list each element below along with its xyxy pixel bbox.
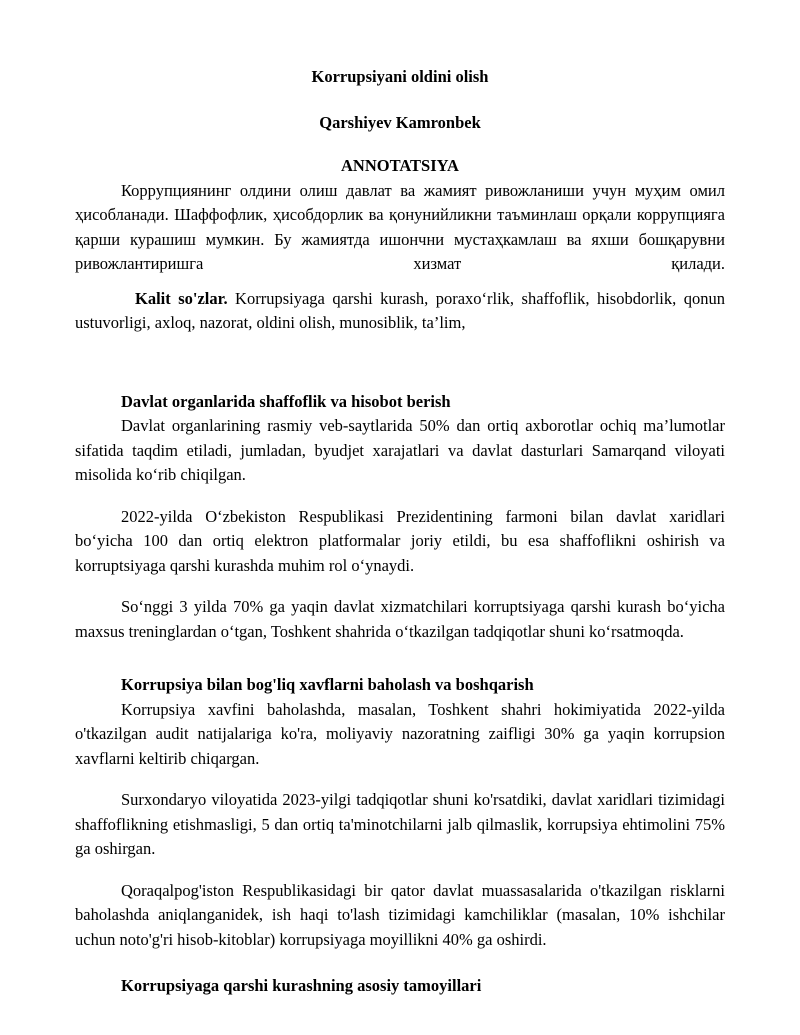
document-title: Korrupsiyani oldini olish (311, 67, 489, 86)
section-paragraph: 2022-yilda O‘zbekiston Respublikasi Prezidentining farmoni bilan davlat xaridlari bo‘yicha 100 dan ortiq elektron platformalar joriy etildi, bu esa shaffoflikni oshirish va korruptsiyaga qarshi kurashda muhim rol o‘ynaydi. (75, 506, 725, 575)
section-heading: Davlat organlarida shaffoflik va hisobot berish (121, 391, 451, 411)
section-paragraph: Korrupsiya xavfini baholashda, masalan, Toshkent shahri hokimiyatida 2022-yilda o'tkazilgan audit natijalariga ko'ra, moliyaviy nazoratning zaifligi 30% ga yaqin korrupsion xavflarni keltirib chiqargan. (75, 699, 725, 768)
document-page (75, 60, 725, 999)
keywords-text: Korrupsiyaga qarshi kurash, poraxo‘rlik, shaffoflik, hisobdorlik, qonun ustuvorligi, axloq, nazorat, oldini olish, munosiblik, ta’lim, (75, 288, 725, 332)
section-paragraph: Qoraqalpog'iston Respublikasidagi bir qator davlat muassasalarida o'tkazilgan risklarni baholashda aniqlanganidek, ish haqi to'lash tizimidagi kamchiliklar (masalan, 10% ishchilar uchun noto'g'ri hisob-kitoblar) korrupsiyaga moyillikni 40% ga oshirdi. (75, 880, 725, 949)
section-paragraph: Surxondaryo viloyatida 2023-yilgi tadqiqotlar shuni ko'rsatdiki, davlat xaridlari tizimidagi shaffoflikning etishmasligi, 5 dan ortiq ta'minotchilarni jalb qilmaslik, korrupsiya ehtimolini 75% ga oshirgan. (75, 790, 725, 858)
section-paragraph: Davlat organlarining rasmiy veb-saytlarida 50% dan ortiq axborotlar ochiq ma’lumotlar sifatida taqdim etiladi, jumladan, byudjet xarajatlari va davlat dasturlari Samarqand viloyati misolida ko‘rib chiqilgan. (75, 416, 725, 484)
section-heading: Korrupsiya bilan bog'liq xavflarni baholash va boshqarish (121, 675, 534, 694)
keywords-label: Kalit so'zlar. (135, 288, 228, 308)
section-paragraph: So‘nggi 3 yilda 70% ga yaqin davlat xizmatchilari korruptsiyaga qarshi kurash bo‘yicha maxsus treninglardan o‘tgan, Toshkent shahrida o‘tkazilgan tadqiqotlar shuni ko‘rsatmoqda. (75, 597, 725, 641)
section-heading: Korrupsiyaga qarshi kurashning asosiy tamoyillari (121, 976, 482, 995)
keywords-paragraph (75, 287, 725, 336)
annotation-paragraph: Коррупциянинг олдини олиш давлат ва жамият ривожланиши учун муҳим омил ҳисобланади. Шаффофлик, ҳисобдорлик ва қонунийликни таъминлаш орқали коррупцияга қарши курашиш мумкин. Бу жамиятда ишончни мустаҳкамлаш ва яхши бошқарувни ривожлантиришга хизмат қилади. (75, 180, 725, 273)
annotation-heading: ANNOTATSIYA (341, 156, 459, 175)
author-name: Qarshiyev Kamronbek (319, 112, 481, 132)
